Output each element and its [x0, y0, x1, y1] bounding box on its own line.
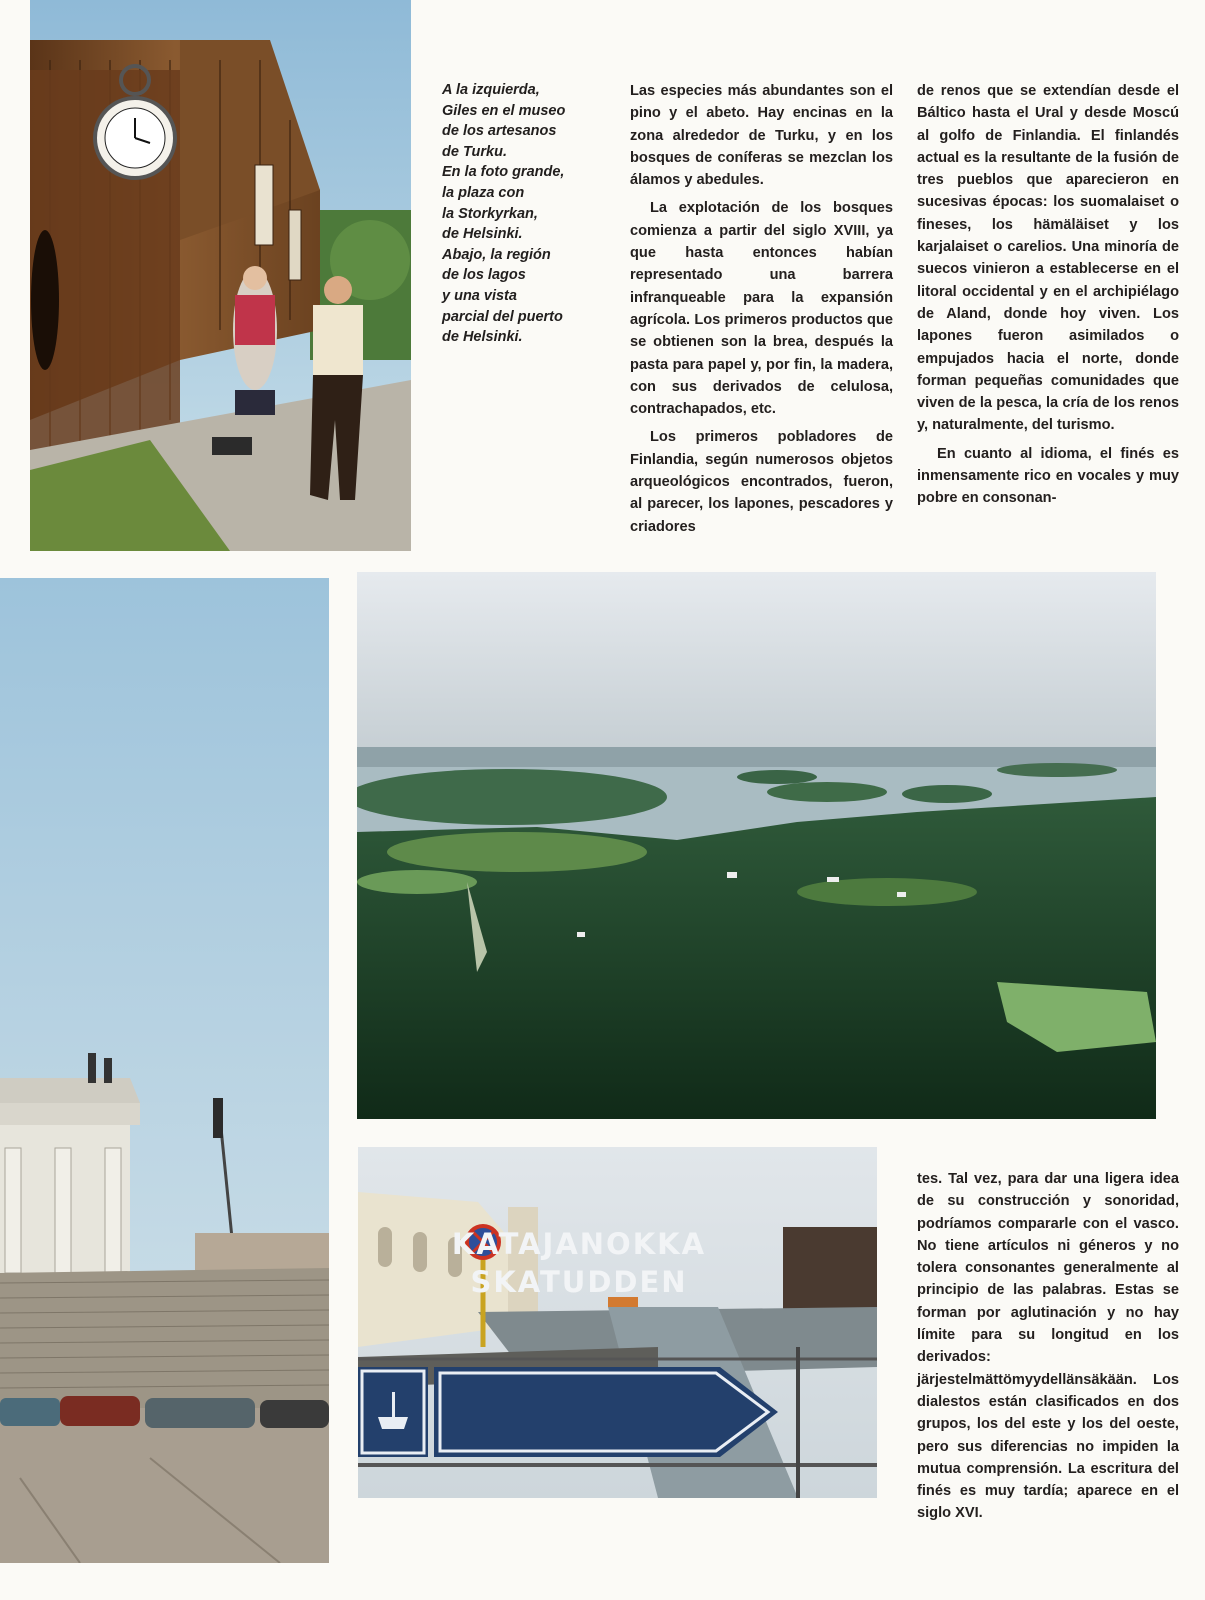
article-column-2: [917, 80, 1179, 510]
caption-line: En la foto grande,: [442, 164, 565, 181]
article-column-1: [630, 80, 893, 538]
article-paragraph: La explotación de los bosques comienza a partir del siglo XVIII, ya que hasta entonces habían representado una barrera infranqueable para la expansión agrícola. Los primeros productos que se obtienen son la brea, después la pasta para papel y, por fin, la madera, con sus derivados de celulosa, contrachapados, etc.: [630, 200, 893, 418]
article-paragraph: Los primeros pobladores de Finlandia, según numerosos objetos arqueológicos encontrados, fueron, al parecer, los lapones, pescadores y criadores: [630, 429, 893, 535]
caption-line: Abajo, la región: [442, 246, 551, 263]
caption-line: de los lagos: [442, 267, 526, 284]
caption-line: A la izquierda,: [442, 82, 540, 98]
article-paragraph: Las especies más abundantes son el pino y el abeto. Hay encinas en la zona alrededor de Turku, y en los bosques de coníferas se mezclan los álamos y abedules.: [630, 83, 893, 189]
article-paragraph: tes. Tal vez, para dar una ligera idea de su construcción y sonoridad, podríamos compararle con el vasco. No tiene artículos ni géneros y no tolera consonantes generalmente al principio de las palabras. Estas se forman por aglutinación y no hay límite para su longitud en los derivados: järjestelmättömyydellänsäkään. Los dialestos están clasificados en dos grupos, los del este y los del oeste, pero sus diferencias no impiden la mutua comprensión. La escritura del finés es muy tardía; aparece en el siglo XVI.: [917, 1171, 1179, 1522]
caption-line: la plaza con: [442, 184, 525, 201]
caption-line: de Turku.: [442, 143, 507, 160]
article-paragraph: En cuanto al idioma, el finés es inmensamente rico en vocales y muy pobre en consonan-: [917, 445, 1179, 507]
photo-helsinki-harbor: [358, 1147, 877, 1498]
article-paragraph: de renos que se extendían desde el Báltico hasta el Ural y desde Moscú al golfo de Finlandia. El finlandés actual es la resultante de la fusión de tres pueblos que aparecieron en sucesivas épocas: los suomalaiset o fineses, los hämäläiset y los karjalaiset o carelios. Una minoría de suecos vinieron a establecerse en el litoral occidental y en el archipiélago de Aland, donde hoy viven. Los lapones fueron asimilados o empujados hacia el norte, donde forman pequeñas comunidades que viven de la pesca, la cría de los renos y, naturalmente, del turismo.: [917, 83, 1179, 434]
photo-lake-region: [357, 572, 1156, 1119]
article-column-3: [917, 1168, 1179, 1525]
sign-skatudden: SKATUDDEN: [470, 1265, 688, 1299]
sign-katajanokka: KATAJANOKKA: [451, 1227, 707, 1261]
caption-line: de Helsinki.: [442, 226, 523, 243]
caption-line: parcial del puerto: [442, 308, 563, 325]
photo-turku-museum: [30, 0, 411, 551]
caption-line: Giles en el museo: [442, 102, 566, 119]
photo-cathedral-square: [0, 578, 329, 1563]
caption-line: la Storkyrkan,: [442, 205, 538, 222]
caption-line: de los artesanos: [442, 123, 557, 140]
caption-line: de Helsinki.: [442, 329, 523, 346]
photo-caption: [442, 80, 594, 348]
caption-line: y una vista: [442, 287, 517, 304]
